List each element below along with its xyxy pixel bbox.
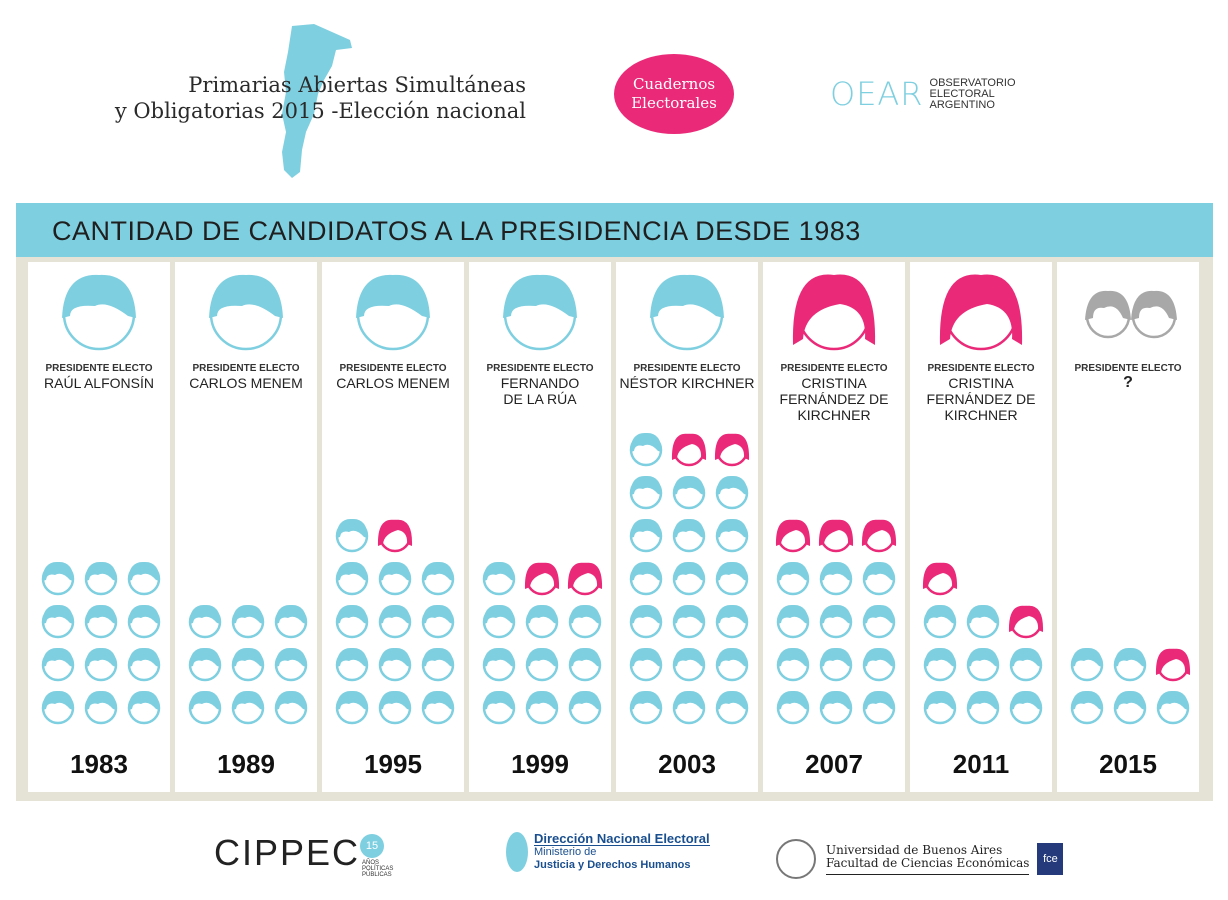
candidate-male-icon — [630, 519, 662, 551]
elected-head-icon — [503, 275, 577, 349]
year-column-1999 — [469, 262, 611, 792]
candidate-male-icon — [189, 605, 221, 637]
candidate-male-icon — [128, 562, 160, 594]
cippec-15-badge: 15 — [360, 834, 384, 858]
candidate-male-icon — [526, 648, 558, 680]
pictogram-2015 — [1057, 262, 1199, 792]
badge-line-2: Electorales — [631, 94, 717, 112]
year-column-2003 — [616, 262, 758, 792]
elected-name: CRISTINA FERNÁNDEZ DE KIRCHNER — [779, 375, 889, 423]
candidate-male-icon — [716, 605, 748, 637]
elected-label: PRESIDENTE ELECTO — [1074, 363, 1182, 374]
elected-head-icon — [62, 275, 136, 349]
elected-name: RAÚL ALFONSÍN — [44, 375, 154, 391]
pictogram-1989 — [175, 262, 317, 792]
elected-label: PRESIDENTE ELECTO — [486, 363, 594, 374]
candidate-male-icon — [924, 691, 956, 723]
candidate-male-icon — [673, 605, 705, 637]
candidate-male-icon — [422, 691, 454, 723]
candidate-male-icon — [128, 691, 160, 723]
candidate-male-icon — [336, 691, 368, 723]
cuadernos-badge — [614, 54, 734, 134]
oear-text-2: ELECTORAL — [929, 87, 995, 100]
elected-head-icon — [940, 275, 1022, 349]
candidate-male-icon — [422, 605, 454, 637]
candidate-male-icon — [379, 648, 411, 680]
candidate-male-icon — [820, 562, 852, 594]
dne-line-3: Justicia y Derechos Humanos — [534, 859, 691, 871]
cippec-subtitle — [362, 860, 393, 878]
year-label: 1989 — [217, 749, 275, 779]
candidate-male-icon — [863, 605, 895, 637]
candidate-male-icon — [630, 691, 662, 723]
candidate-male-icon — [630, 433, 662, 465]
oear-text-1: OBSERVATORIO — [929, 76, 1016, 89]
candidate-male-icon — [820, 648, 852, 680]
title-line-1: Primarias Abiertas Simultáneas — [188, 73, 526, 97]
elected-name: CARLOS MENEM — [336, 375, 450, 391]
candidate-female-icon — [1156, 649, 1190, 680]
chart-title: CANTIDAD DE CANDIDATOS A LA PRESIDENCIA DESDE 1983 — [52, 216, 861, 246]
cippec-logo: CIPPEC — [214, 832, 361, 873]
candidate-female-icon — [819, 520, 853, 551]
elected-label: PRESIDENTE ELECTO — [780, 363, 888, 374]
dne-line-2: Ministerio de — [534, 846, 597, 858]
chart-banner — [16, 203, 1213, 257]
uba-line-2: Facultad de Ciencias Económicas — [826, 855, 1030, 870]
candidate-male-icon — [630, 605, 662, 637]
candidate-male-icon — [42, 691, 74, 723]
candidate-male-icon — [526, 691, 558, 723]
candidate-male-icon — [379, 605, 411, 637]
oear-description — [930, 78, 1016, 111]
candidate-male-icon — [526, 605, 558, 637]
argentina-seal-icon — [506, 832, 528, 872]
unknown-head-icon — [1085, 291, 1131, 337]
candidate-female-icon — [862, 520, 896, 551]
elected-head-icon — [209, 275, 283, 349]
year-column-2011 — [910, 262, 1052, 792]
pictogram-2003 — [616, 262, 758, 792]
candidate-male-icon — [1114, 691, 1146, 723]
year-column-2007 — [763, 262, 905, 792]
fce-badge: fce — [1037, 843, 1063, 875]
chart-panel — [16, 203, 1213, 801]
elected-label: PRESIDENTE ELECTO — [45, 363, 153, 374]
uba-text — [826, 844, 1029, 875]
candidate-male-icon — [275, 605, 307, 637]
pictogram-1995 — [322, 262, 464, 792]
dne-text — [534, 832, 710, 876]
badge-line-1: Cuadernos — [632, 75, 716, 93]
candidate-male-icon — [716, 562, 748, 594]
pictogram-2007 — [763, 262, 905, 792]
candidate-male-icon — [422, 648, 454, 680]
candidate-male-icon — [863, 691, 895, 723]
candidate-male-icon — [967, 691, 999, 723]
candidate-male-icon — [483, 562, 515, 594]
candidate-male-icon — [777, 648, 809, 680]
elected-head-icon — [356, 275, 430, 349]
candidate-male-icon — [716, 476, 748, 508]
candidate-male-icon — [777, 691, 809, 723]
candidate-male-icon — [673, 648, 705, 680]
pictogram-1983 — [28, 262, 170, 792]
candidate-male-icon — [189, 648, 221, 680]
year-column-1989 — [175, 262, 317, 792]
oear-logo — [830, 74, 1016, 114]
candidate-male-icon — [379, 691, 411, 723]
uba-line-1: Universidad de Buenos Aires — [826, 842, 1003, 857]
candidate-male-icon — [863, 562, 895, 594]
candidate-male-icon — [483, 691, 515, 723]
uba-seal-icon — [776, 839, 816, 879]
candidate-male-icon — [232, 691, 264, 723]
candidate-male-icon — [85, 605, 117, 637]
candidate-female-icon — [923, 563, 957, 594]
candidate-male-icon — [275, 648, 307, 680]
candidate-male-icon — [673, 562, 705, 594]
uba-logo — [776, 838, 1063, 880]
candidate-female-icon — [776, 520, 810, 551]
candidate-male-icon — [1071, 691, 1103, 723]
candidate-female-icon — [672, 434, 706, 465]
candidate-male-icon — [924, 605, 956, 637]
candidate-male-icon — [967, 648, 999, 680]
pictogram-1999 — [469, 262, 611, 792]
candidate-male-icon — [85, 562, 117, 594]
candidate-male-icon — [483, 605, 515, 637]
candidate-male-icon — [673, 691, 705, 723]
oear-logo-text: OEAR — [830, 75, 924, 113]
candidate-male-icon — [336, 519, 368, 551]
cippec-sub-2: POLÍTICAS — [362, 866, 394, 872]
candidate-male-icon — [569, 691, 601, 723]
elected-name: CARLOS MENEM — [189, 375, 303, 391]
elected-head-icon — [793, 275, 875, 349]
elected-label: PRESIDENTE ELECTO — [339, 363, 447, 374]
candidate-male-icon — [1157, 691, 1189, 723]
candidate-female-icon — [525, 563, 559, 594]
candidate-male-icon — [716, 648, 748, 680]
candidate-male-icon — [336, 562, 368, 594]
year-label: 2015 — [1099, 749, 1157, 779]
year-column-1983 — [28, 262, 170, 792]
elected-name: NÉSTOR KIRCHNER — [619, 375, 755, 391]
candidate-male-icon — [630, 562, 662, 594]
elected-name: ? — [1123, 374, 1133, 391]
candidate-male-icon — [569, 648, 601, 680]
candidate-male-icon — [630, 648, 662, 680]
candidate-male-icon — [820, 605, 852, 637]
unknown-head-icon — [1131, 291, 1177, 337]
candidate-male-icon — [863, 648, 895, 680]
elected-name: FERNANDO DE LA RÚA — [500, 375, 580, 407]
candidate-male-icon — [777, 562, 809, 594]
candidate-male-icon — [1010, 648, 1042, 680]
candidate-male-icon — [716, 691, 748, 723]
candidate-male-icon — [777, 605, 809, 637]
candidate-female-icon — [378, 520, 412, 551]
candidate-male-icon — [483, 648, 515, 680]
year-label: 2011 — [952, 749, 1010, 779]
candidate-female-icon — [715, 434, 749, 465]
candidate-female-icon — [568, 563, 602, 594]
candidate-male-icon — [85, 691, 117, 723]
year-label: 2003 — [658, 749, 716, 779]
elected-name: CRISTINA FERNÁNDEZ DE KIRCHNER — [926, 375, 1036, 423]
candidate-male-icon — [924, 648, 956, 680]
elected-label: PRESIDENTE ELECTO — [927, 363, 1035, 374]
year-label: 1999 — [511, 749, 569, 779]
year-column-1995 — [322, 262, 464, 792]
candidate-male-icon — [379, 562, 411, 594]
candidate-male-icon — [128, 605, 160, 637]
year-label: 2007 — [805, 749, 863, 779]
candidate-male-icon — [42, 562, 74, 594]
candidate-male-icon — [1114, 648, 1146, 680]
candidate-male-icon — [1071, 648, 1103, 680]
candidate-male-icon — [42, 648, 74, 680]
candidate-male-icon — [232, 605, 264, 637]
candidate-male-icon — [422, 562, 454, 594]
elected-label: PRESIDENTE ELECTO — [192, 363, 300, 374]
candidate-male-icon — [42, 605, 74, 637]
year-label: 1995 — [364, 749, 422, 779]
candidate-male-icon — [673, 476, 705, 508]
pictogram-2011 — [910, 262, 1052, 792]
candidate-male-icon — [630, 476, 662, 508]
title-line-2: y Obligatorias 2015 -Elección nacional — [114, 99, 526, 123]
candidate-male-icon — [820, 691, 852, 723]
candidate-male-icon — [569, 605, 601, 637]
dne-logo — [506, 832, 710, 876]
candidate-male-icon — [128, 648, 160, 680]
candidate-male-icon — [232, 648, 264, 680]
oear-text-3: ARGENTINO — [929, 98, 995, 111]
cippec-sub-1: AÑOS — [362, 860, 380, 866]
candidate-male-icon — [85, 648, 117, 680]
dne-title: Dirección Nacional Electoral — [534, 831, 710, 846]
page-title — [100, 72, 526, 124]
year-column-2015 — [1057, 262, 1199, 792]
candidate-male-icon — [1010, 691, 1042, 723]
elected-head-icon — [650, 275, 724, 349]
candidate-male-icon — [716, 519, 748, 551]
candidate-male-icon — [189, 691, 221, 723]
elected-label: PRESIDENTE ELECTO — [633, 363, 741, 374]
candidate-male-icon — [673, 519, 705, 551]
cippec-sub-3: PÚBLICAS — [362, 872, 392, 878]
candidate-female-icon — [1009, 606, 1043, 637]
candidate-male-icon — [336, 605, 368, 637]
candidate-male-icon — [336, 648, 368, 680]
candidate-male-icon — [967, 605, 999, 637]
candidate-male-icon — [275, 691, 307, 723]
year-label: 1983 — [70, 749, 128, 779]
